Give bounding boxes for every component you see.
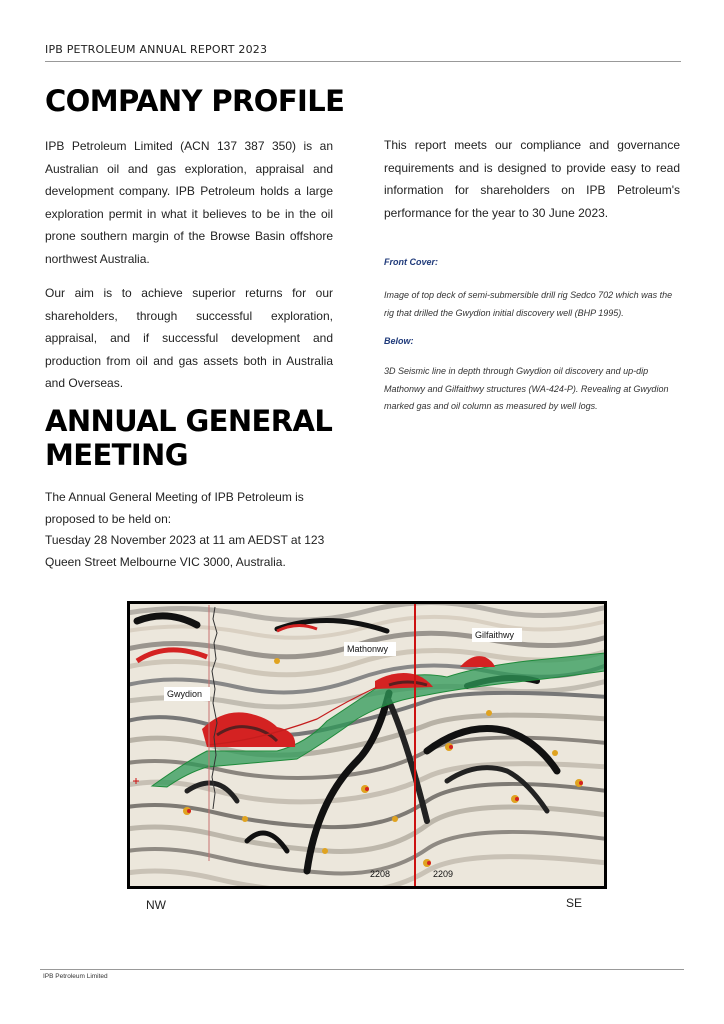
agm-line-2: proposed to be held on: [45, 511, 172, 526]
profile-paragraph-2: Our aim is to achieve superior returns for our shareholders, through successful exploration, appraisal, and if successful development and production from oil and gas assets both in Australia and Overseas. [45, 286, 333, 390]
footer-divider [40, 969, 684, 970]
gilfaithwy-label: Gilfaithwy [475, 630, 515, 640]
agm-line-4: Queen Street Melbourne VIC 3000, Australia. [45, 554, 286, 569]
gwydion-label: Gwydion [167, 689, 203, 699]
front-cover-label: Front Cover: [384, 257, 438, 267]
company-profile-heading: COMPANY PROFILE [45, 84, 345, 118]
header-divider [45, 61, 681, 62]
footer-company: IPB Petroleum Limited [43, 973, 108, 980]
mathonwy-label: Mathonwy [347, 644, 389, 654]
agm-line-3: Tuesday 28 November 2023 at 11 am AEDST at 123 [45, 533, 325, 547]
agm-line-1: The Annual General Meeting of IPB Petroleum is [45, 490, 304, 504]
agm-details [45, 487, 345, 573]
below-caption: 3D Seismic line in depth through Gwydion oil discovery and up-dip Mathonwy and Gilfaithwy structures (WA-424-P). Revealing at Gwydion marked gas and oil column as measured by well logs. [384, 366, 669, 411]
agm-heading-line1: ANNUAL GENERAL [45, 404, 333, 438]
line-number-2209: 2209 [433, 869, 454, 879]
line-number-2208: 2208 [370, 869, 391, 879]
agm-heading [45, 404, 332, 472]
front-cover-caption: Image of top deck of semi-submersible drill rig Sedco 702 which was the rig that drilled the Gwydion initial discovery well (BHP 1995). [384, 290, 673, 318]
direction-southeast: SE [566, 896, 583, 910]
seismic-section-image [127, 601, 607, 889]
direction-northwest: NW [146, 898, 166, 912]
below-label: Below: [384, 336, 414, 346]
profile-paragraph-1: IPB Petroleum Limited (ACN 137 387 350) is an Australian oil and gas exploration, appraisal and development company. IPB Petroleum holds a large exploration permit in what it believes to be in the oil prone southern margin of the Browse Basin offshore northwest Australia. [45, 139, 333, 266]
report-intro-text: This report meets our compliance and governance requirements and is designed to provide easy to read information for shareholders on IPB Petroleum's performance for the year to 30 June 2023. [384, 138, 680, 220]
company-profile-body [45, 135, 333, 395]
agm-heading-line2: MEETING [45, 438, 188, 472]
running-header: IPB PETROLEUM ANNUAL REPORT 2023 [45, 43, 268, 56]
report-intro [384, 134, 680, 224]
